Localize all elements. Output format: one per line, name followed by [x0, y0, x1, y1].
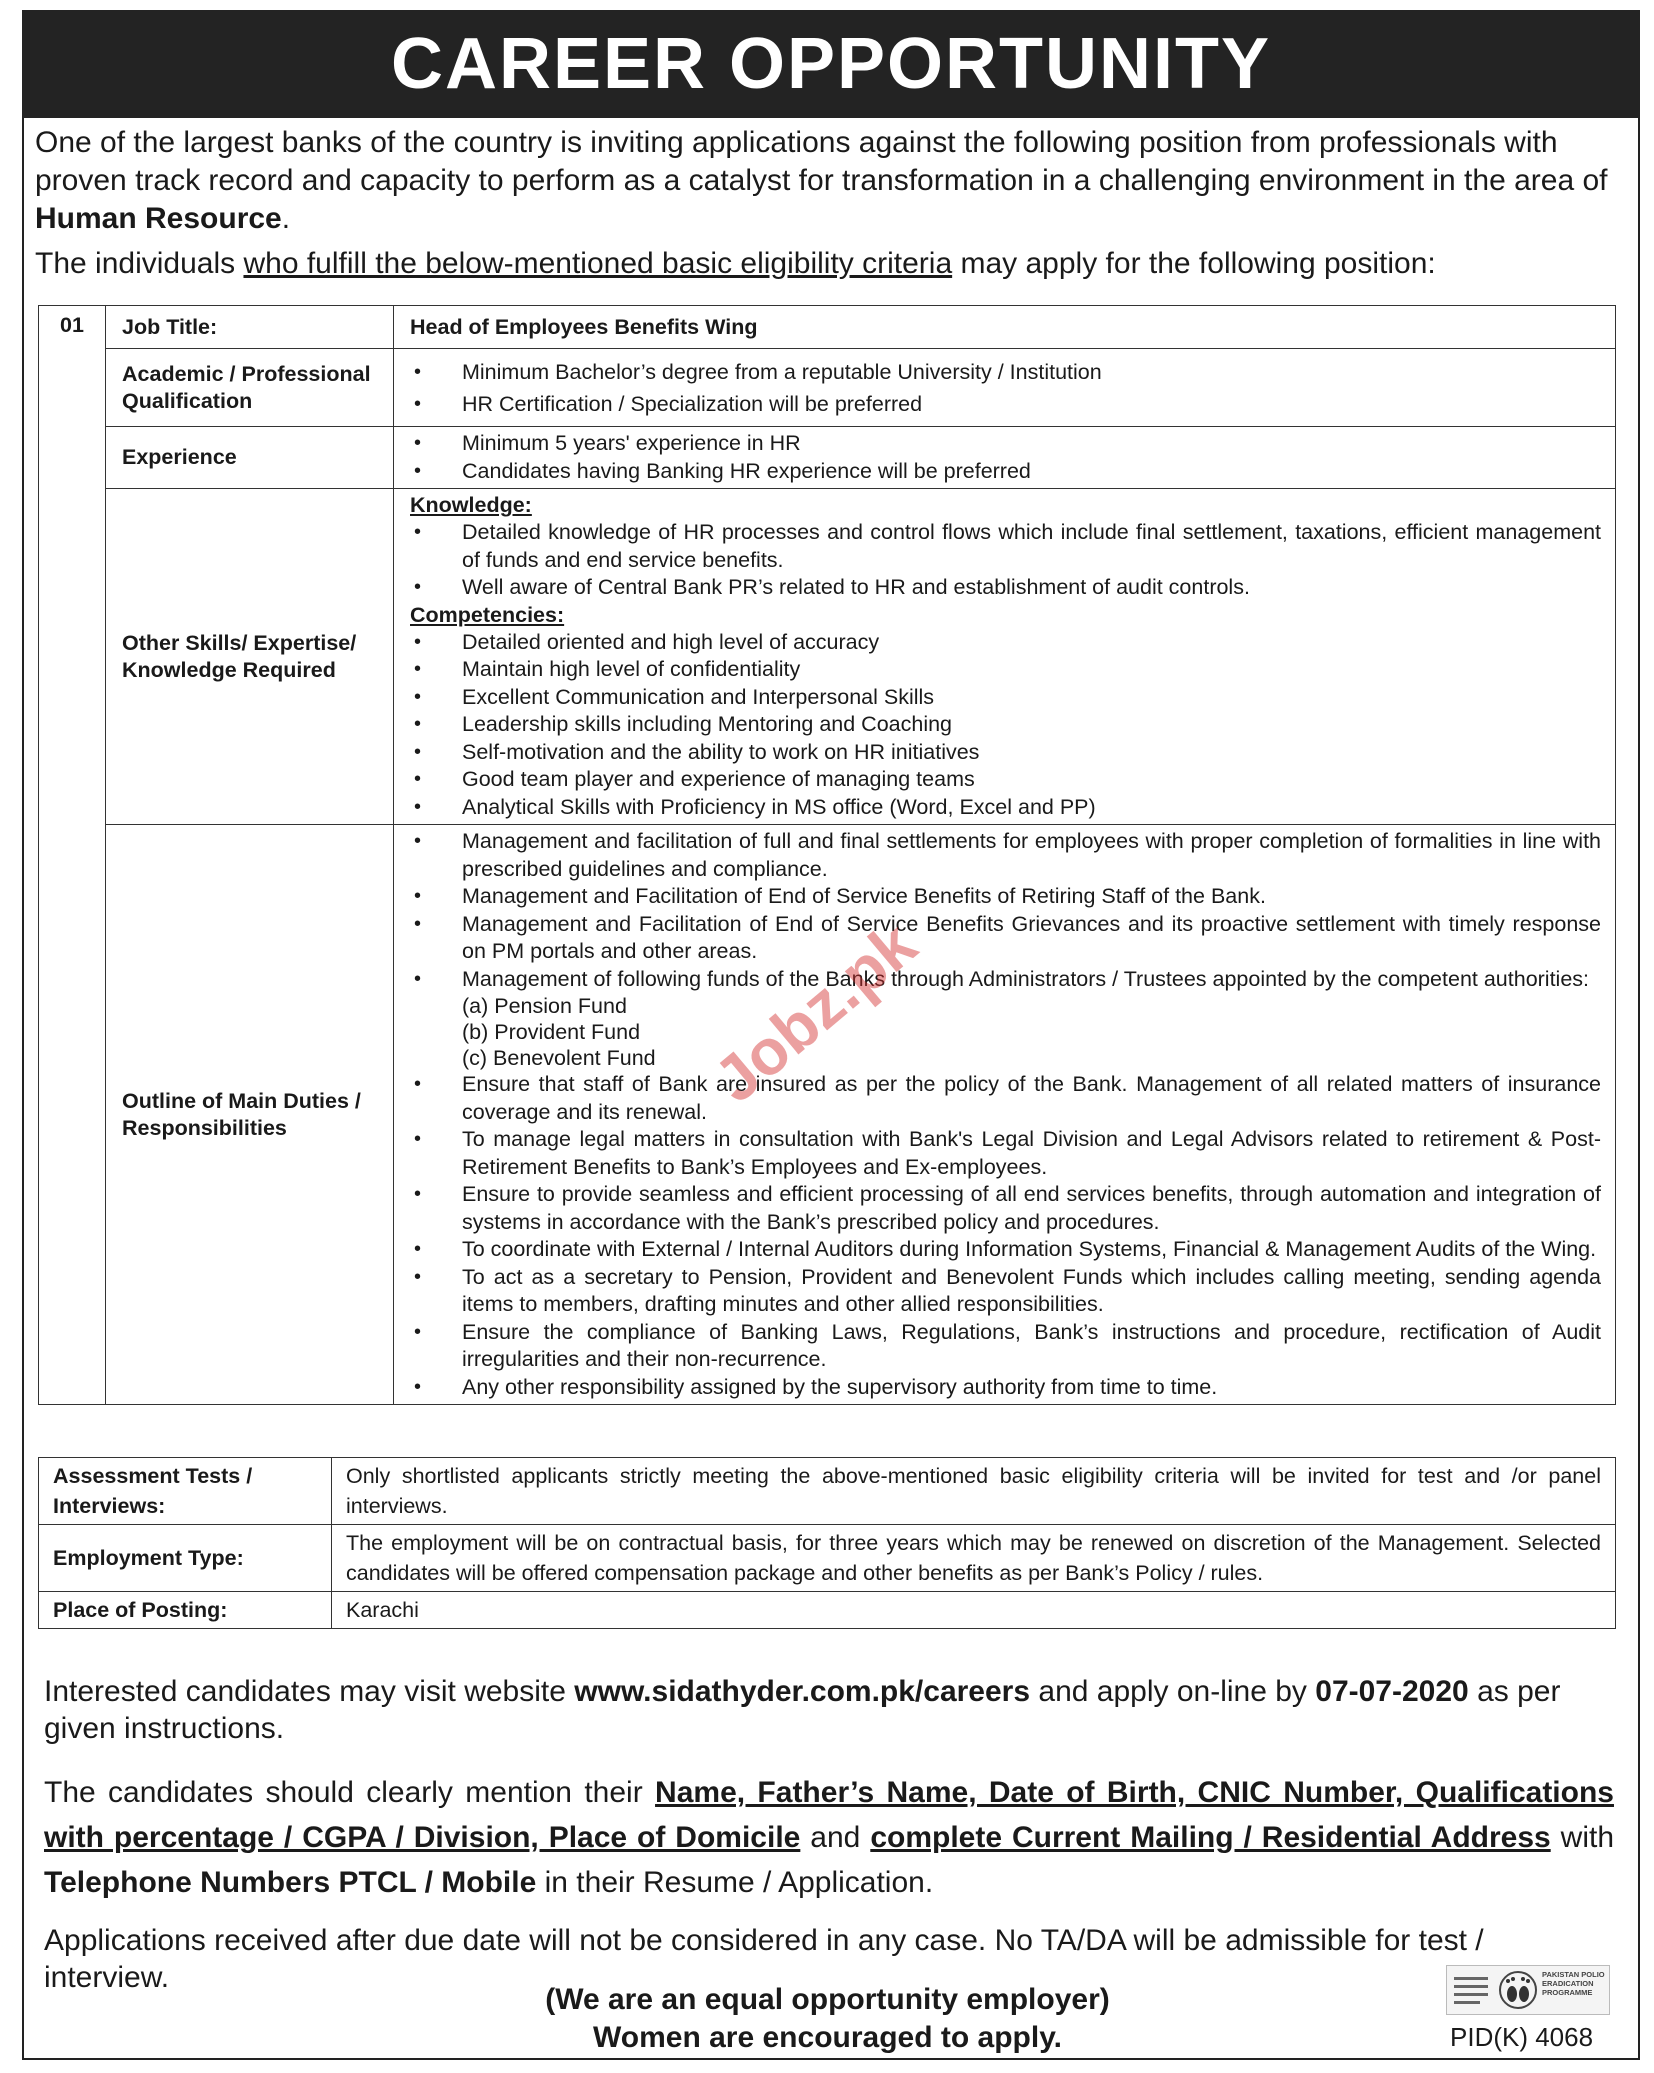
fund-item: (b) Provident Fund: [462, 1020, 641, 1044]
list-item: • Management and Facilitation of End of Service Benefits of Retiring Staff of the Bank.: [410, 883, 1601, 911]
list-item: • Ensure that staff of Bank are insured as per the policy of the Bank. Management of all related matters of insurance coverage and its renewal.: [410, 1071, 1601, 1126]
list-item: • Minimum Bachelor’s degree from a reputable University / Institution: [410, 356, 1601, 388]
posting-row: [39, 1592, 1616, 1629]
list-item: • Management and facilitation of full and final settlements for employees with proper completion of formalities in line with prescribed guidelines and compliance.: [410, 828, 1601, 883]
job-number: 01: [39, 306, 106, 1405]
info-table: [38, 1457, 1616, 1629]
posting-label: Place of Posting:: [39, 1592, 332, 1629]
polio-logo: [1446, 1965, 1610, 2015]
list-item: • Any other responsibility assigned by the supervisory authority from time to time.: [410, 1374, 1601, 1402]
list-item: • Good team player and experience of managing teams: [410, 766, 1601, 794]
equal-opportunity: [400, 1981, 1255, 2057]
list-item: • Self-motivation and the ability to work on HR initiatives: [410, 739, 1601, 767]
eligibility-end: may apply for the following position:: [960, 247, 1436, 280]
assessment-row: [39, 1458, 1616, 1525]
experience-cell: [394, 427, 1616, 489]
knowledge-heading: Knowledge:: [410, 493, 532, 517]
posting-text: Karachi: [332, 1592, 1616, 1629]
apply-paragraph: [44, 1673, 1614, 1747]
list-item: • To act as a secretary to Pension, Provident and Benevolent Funds which includes calling meeting, sending agenda items to members, drafting minutes and other allied responsibilities.: [410, 1264, 1601, 1319]
job-title-row: [39, 306, 1616, 349]
employment-text: The employment will be on contractual basis, for three years which may be renewed on discretion of the Management. Selected candidates will be offered compensation package and other benefits as per Bank’s Policy / rules.: [332, 1525, 1616, 1592]
fund-item: (c) Benevolent Fund: [462, 1046, 656, 1070]
details-with: with: [1560, 1821, 1615, 1854]
qualification-row: [39, 349, 1616, 427]
details-and: and: [810, 1821, 861, 1854]
experience-row: [39, 427, 1616, 489]
list-item: • Ensure to provide seamless and efficient processing of all end services benefits, through automation and integration of systems in accordance with the Bank’s prescribed policy and procedures.: [410, 1181, 1601, 1236]
list-item: • Minimum 5 years' experience in HR: [410, 430, 1601, 458]
apply-start: Interested candidates may visit website: [44, 1675, 566, 1708]
list-item: • Candidates having Banking HR experience will be preferred: [410, 458, 1601, 486]
list-item: • Detailed knowledge of HR processes and control flows which include final settlement, taxations, efficient management of funds and end service benefits.: [410, 519, 1601, 574]
intro-area: Human Resource: [35, 202, 282, 235]
intro-paragraph: [35, 124, 1625, 238]
list-item: • Management and Facilitation of End of Service Benefits Grievances and its proactive settlement with timely response on PM portals and other areas.: [410, 911, 1601, 966]
details-paragraph: [44, 1770, 1614, 1905]
website-link[interactable]: www.sidathyder.com.pk/careers: [574, 1675, 1031, 1708]
list-item: • Maintain high level of confidentiality: [410, 656, 1601, 684]
fund-item: (a) Pension Fund: [462, 994, 627, 1018]
skills-label: Other Skills/ Expertise/ Knowledge Required: [106, 489, 394, 825]
details-start: The candidates should clearly mention their: [44, 1776, 643, 1809]
polio-logo-icon: [1446, 1965, 1610, 2015]
list-item: • HR Certification / Specialization will be preferred: [410, 388, 1601, 420]
skills-cell: [394, 489, 1616, 825]
duties-cell: [394, 825, 1616, 1405]
details-phone: Telephone Numbers PTCL / Mobile: [44, 1866, 537, 1899]
women-encouraged-line: Women are encouraged to apply.: [593, 2021, 1062, 2054]
list-item: • Leadership skills including Mentoring and Coaching: [410, 711, 1601, 739]
intro-period: .: [281, 202, 291, 235]
list-item: • Analytical Skills with Proficiency in MS office (Word, Excel and PP): [410, 794, 1601, 822]
equal-opportunity-line: (We are an equal opportunity employer): [545, 1983, 1110, 2016]
eligibility-start: The individuals: [35, 247, 236, 280]
late-notice: Applications received after due date will not be considered in any case. No TA/DA will be admissible for test / interview.: [44, 1924, 1484, 1994]
employment-label: Employment Type:: [39, 1525, 332, 1592]
details-address: complete Current Mailing / Residential Address: [870, 1821, 1551, 1854]
assessment-label: Assessment Tests / Interviews:: [39, 1458, 332, 1525]
list-item: • To manage legal matters in consultation with Bank's Legal Division and Legal Advisors related to retirement & Post-Retirement Benefits to Bank’s Employees and Ex-employees.: [410, 1126, 1601, 1181]
deadline-date: 07-07-2020: [1315, 1675, 1469, 1708]
qualification-label: Academic / Professional Qualification: [106, 349, 394, 427]
intro-text: One of the largest banks of the country is inviting applications against the following position from professionals with proven track record and capacity to perform as a catalyst for transformation in a challenging environment in the area of: [35, 126, 1608, 197]
list-item: • Excellent Communication and Interpersonal Skills: [410, 684, 1601, 712]
watermark: Jobz.pk: [700, 907, 930, 1116]
apply-end: as per given instructions.: [44, 1675, 1561, 1745]
publication-id: PID(K) 4068: [1450, 2022, 1594, 2052]
assessment-text: Only shortlisted applicants strictly meeting the above-mentioned basic eligibility criteria will be invited for test and /or panel interviews.: [332, 1458, 1616, 1525]
eligibility-underlined: who fulfill the below-mentioned basic eligibility criteria: [243, 247, 953, 280]
list-item: • Well aware of Central Bank PR’s related to HR and establishment of audit controls.: [410, 574, 1601, 602]
eligibility-paragraph: [35, 245, 1625, 283]
duties-label: Outline of Main Duties / Responsibilities: [106, 825, 394, 1405]
duties-row: [39, 825, 1616, 1405]
skills-row: [39, 489, 1616, 825]
experience-label: Experience: [106, 427, 394, 489]
page-title: CAREER OPPORTUNITY: [390, 24, 1272, 104]
details-fields: Name, Father’s Name, Date of Birth, CNIC Number, Qualifications with percentage / CGPA / Division, Place of Domicile: [44, 1776, 1614, 1854]
funds-intro: • Management of following funds of the Banks through Administrators / Trustees appointed by the competent authorities:: [462, 966, 1590, 991]
apply-mid: and apply on-line by: [1038, 1675, 1307, 1708]
job-title-value: Head of Employees Benefits Wing: [394, 306, 1616, 349]
job-table: [38, 305, 1616, 1405]
list-item: • Ensure the compliance of Banking Laws, Regulations, Bank’s instructions and procedure, rectification of Audit irregularities and their non-recurrence.: [410, 1319, 1601, 1374]
qualification-cell: [394, 349, 1616, 427]
details-end: in their Resume / Application.: [544, 1866, 934, 1899]
job-title-label: Job Title:: [106, 306, 394, 349]
competencies-heading: Competencies:: [410, 602, 565, 627]
logo-caption: PAKISTAN POLIO ERADICATION PROGRAMME: [1542, 1970, 1605, 1997]
list-item: • Detailed oriented and high level of accuracy: [410, 629, 1601, 657]
header-banner: [22, 10, 1640, 118]
employment-row: [39, 1525, 1616, 1592]
list-item: • To coordinate with External / Internal Auditors during Information Systems, Financial & Management Audits of the Wing.: [410, 1236, 1601, 1264]
list-item: [410, 966, 1601, 1072]
